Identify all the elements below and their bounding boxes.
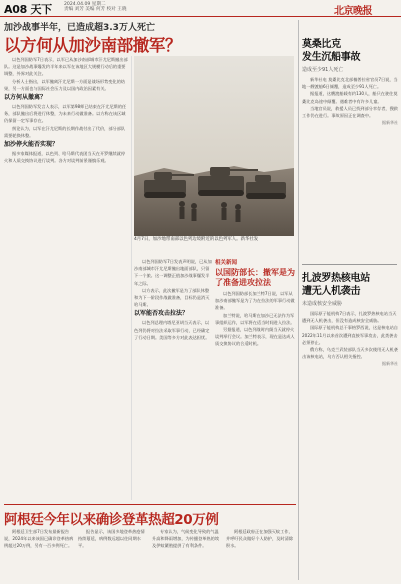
section-subhead: 以军能否攻击拉法？ [134,310,189,318]
related-tag: 相关新闻 [215,260,238,266]
editor-credits: 责编 刘芳 美编 何芳 校对 王晓 [64,7,127,12]
paragraph: 舆论认为，以军在汗尤尼斯的长期作战付出了代价，部分部队需要轮换休整。 [4,125,126,138]
page-header [0,0,401,17]
photo-caption: 4月7日，加沙地带南部以色列边境附近的以色列军人。新华社发 [134,237,259,242]
kicker: 加沙战事半年，已造成超3.3万人死亡 [4,23,155,33]
paragraph: 以色列国防军7日发表声明说，已从加沙南部城市汗尤尼斯撤出地面部队，只留下一个旅。这一调整正值加沙战事爆发半年之际。 [134,259,212,286]
soldiers-tanks-illustration [134,56,294,236]
date-text: 2024.04.09 星期二 [64,2,106,7]
related-headline: 以国防部长：撤军是为了准备进攻拉法 [215,268,295,287]
page-label: A08 天下 [4,3,52,16]
related-body [215,290,295,348]
paragraph: 专家认为，气候变化导致的气温升高和降雨增加，为传播登革热的埃及伊蚊繁殖提供了有利条件。 [152,529,220,549]
paragraph: 以色列国防部长加兰特7日说，以军从加沙南部撤军是为了为在拉法的军事行动做准备。 [215,291,295,311]
paragraph: 以方表示，此次撤军是为了部队休整和为下一阶段作战做准备，目标仍是消灭哈马斯。 [134,287,210,308]
paragraph: 据报道，这艘渡船载有约130人，船只在驶往莫桑比克岛途中倾覆。遇难者中有许多儿童。 [302,91,398,104]
paragraph: 当地官员说，救援人员已找到部分幸存者，搜救工作仍在进行。事故原因正在调查中。 [302,105,398,119]
sidebar-story1-subtitle: 造成至少91人死亡 [302,67,344,73]
paragraph: 加兰特说，哈马斯在加沙已无法作为军事组织运作，以军将在适当时间进入拉法。 [215,312,295,325]
main-headline: 以方何从加沙南部撤军？ [4,36,182,55]
sidebar-story2-subtitle: 未造成核安全威胁 [302,301,343,307]
sidebar-story2-title [302,272,398,298]
paragraph: 俄方称，乌克兰武装部队当天多次使用无人机袭击该核电站，乌方否认相关指控。 [302,347,398,360]
title-line: 扎波罗热核电站 [302,273,370,284]
paragraph: 以色列国防军7日表示，以军已从加沙南部城市汗尤尼斯撤出部队。这是加沙战事爆发约半年来以军在该地区大规模行动后的重要调整，外界对此关注。 [4,57,128,77]
sidebar-story2-body [302,310,398,580]
section-subhead: 加沙停火能否实现？ [4,141,59,149]
bottom-story-rule [4,504,296,505]
sidebar-divider [298,20,299,580]
paragraph: 分析人士指出，以军撤离汗尤尼斯一方面是战场形势变化的结果，另一方面也与国际社会压力及以国内政治因素有关。 [4,78,126,91]
section-subhead: 以方何从撤离？ [4,94,47,102]
left-column [4,56,129,502]
middle-column [134,258,212,502]
paragraph: 以色列总理内塔尼亚胡当天表示，以色列仍将对拉法采取军事行动，已经确定了行动日期。美国等多方对此表达担忧。 [134,320,210,340]
sidebar-story1-title [302,38,398,64]
news-photo [134,56,294,236]
title-line: 莫桑比克 [302,39,341,50]
paragraph: 据多家媒体报道，以色列、哈马斯代表团当天在开罗继续就停火和人质交换协议进行谈判。各方对谈判前景谨慎乐观。 [4,151,126,164]
paragraph: 阿根廷卫生部7日发布最新报告说，2024年以来该国已确诊登革热病例超过20万例，另有一百多例死亡。 [4,529,74,549]
sidebar-separator [302,264,397,265]
byline: 据新华社 [382,120,398,126]
newspaper-logo: 北京晚报 [334,6,372,17]
bottom-story-headline: 阿根廷今年以来确诊登革热超20万例 [4,512,219,528]
paragraph: 报告显示，该国多地登革热疫情持续蔓延，病例数远超以往同期水平。 [78,529,145,549]
paragraph: 国际原子能机构总干事格罗西说，这是核电站自2022年11月以来首次遭到直接军事攻击，此类袭击必须停止。 [302,325,398,345]
sidebar-story1-body [302,76,398,256]
paragraph: 以色列国防军发言人表示，以军第98师已结束在汗尤尼斯的任务，部队撤出后将进行休整，为未来行动做准备。以方称在该区域仍保留一定军事存在。 [4,104,127,124]
column-divider [131,56,132,500]
related-news-box [215,258,295,502]
bottom-story-col1 [4,528,74,582]
paragraph: 阿根廷政府正在加强灭蚊工作，并呼吁民众做好个人防护，及时清除积水。 [226,529,294,549]
bottom-story-col4 [226,528,296,582]
paragraph: 国际原子能机构7日表示，扎波罗热核电站当天遭到无人机袭击，但没有造成核安全威胁。 [302,311,397,324]
bottom-story-col2 [78,528,148,582]
date-line [64,2,126,12]
bottom-story-col3 [152,528,222,582]
title-line: 发生沉船事故 [302,52,361,63]
paragraph: 新华社电 莫桑比克北部楠普拉省官员7日说，当地一艘渡船6日倾覆，造成至少91人死亡。 [302,77,398,90]
paragraph: 另据报道，以色列战时内阁当天就停火谈判举行会议。加兰特表示，现在是达成人质交换协议的合适时机。 [215,327,295,347]
title-line: 遭无人机袭击 [302,286,361,297]
byline: 据新华社 [382,361,398,367]
